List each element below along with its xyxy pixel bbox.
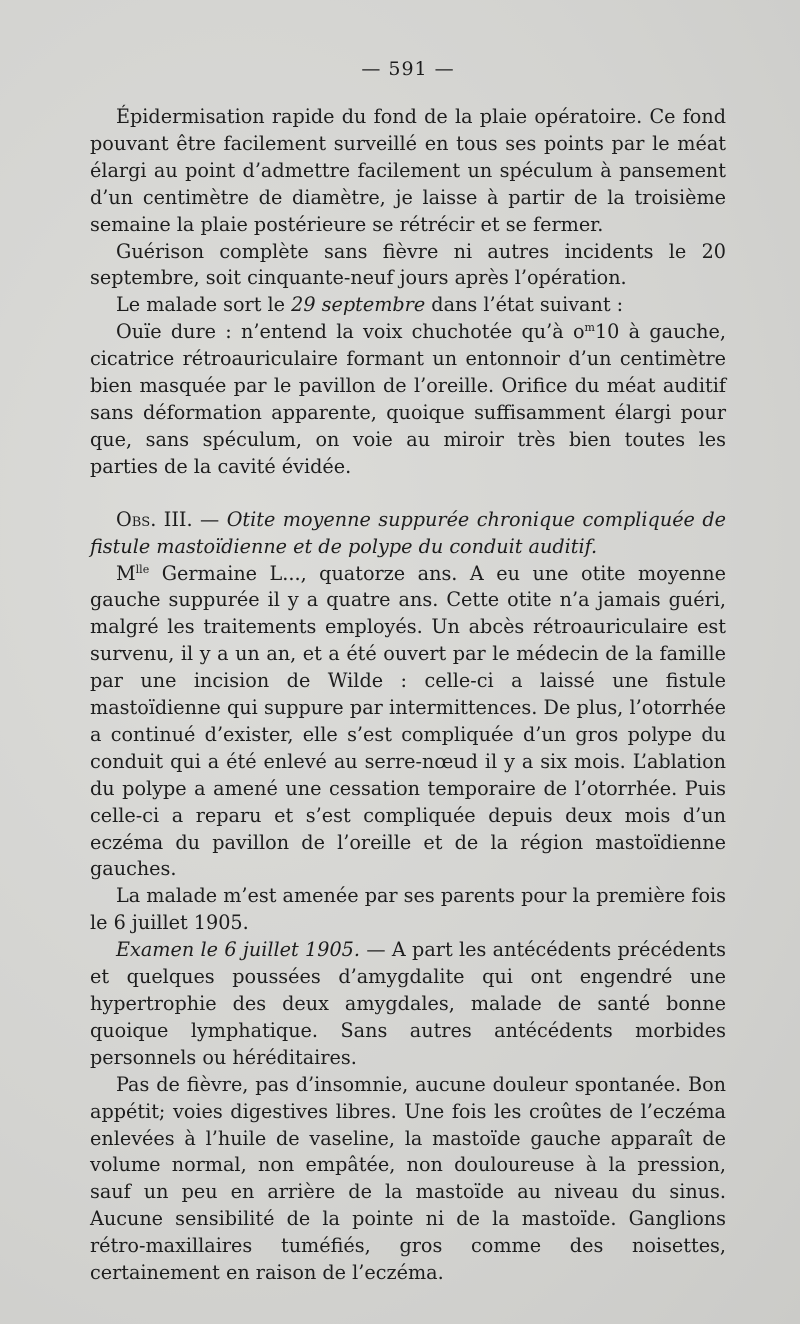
paragraph-malade-sort [90, 292, 726, 319]
italic-date: 29 septembre [291, 293, 426, 317]
superscript-unit: m [584, 321, 595, 335]
text-run: dans l’état suivant : [425, 293, 624, 317]
italic-examen: Examen le 6 juillet 1905. [116, 938, 360, 962]
observation-dash: — [192, 507, 227, 531]
section-gap [90, 481, 726, 507]
text-run: M [116, 561, 136, 585]
text-run: — A part les antécédents précédents et quelques poussées d’amygdalite qui ont engendré une hypertrophie des deux amygdales, malade de santé bonne quoique lymphatique. Sans autres antécédents morbides personnels ou héréditaires. [90, 938, 727, 1069]
book-page [90, 58, 726, 1287]
text-run: Le malade sort le [116, 293, 292, 317]
observation-label: Obs. III. [116, 507, 193, 531]
paragraph-first-visit: La malade m’est amenée par ses parents pour la première fois le 6 juillet 1905. [90, 884, 726, 935]
text-run: Ouïe dure : n’entend la voix chuchotée qu’à o [116, 320, 585, 344]
text-run: Germaine L..., quatorze ans. A eu une otite moyenne gauche suppurée il y a quatre ans. Cette otite n’a jamais guéri, malgré les traitements employés. Un abcès rétroauriculaire est survenu, il y a un an, et a été ouvert par le médecin de la famille par une incision de Wilde : celle-ci a laissé une fistule mastoïdienne qui suppure par intermittences. De plus, l’otorrhée a continué d’exister, elle s’est compliquée d’un gros polype du conduit qui a été enlevé au serre-nœud il y a six mois. L’ablation du polype a amené une cessation temporaire de l’otorrhée. Puis celle-ci a reparu et s’est compliquée depuis deux mois d’un eczéma du pavillon de l’oreille et de la région mastoïdienne gauches. [90, 561, 726, 881]
superscript-title: lle [135, 562, 150, 576]
paragraph-examen [90, 937, 726, 1072]
observation-heading [90, 507, 726, 561]
paragraph-epidermisation: Épidermisation rapide du fond de la plaie opératoire. Ce fond pouvant être facilement surveillé en tous ses points par le méat élargi au point d’admettre facilement un spéculum à pansement d’un centimètre de diamètre, je laisse à partir de la troisième semaine la plaie postérieure se rétrécir et se fermer. [90, 105, 726, 236]
paragraph-symptoms: Pas de fièvre, pas d’insomnie, aucune douleur spontanée. Bon appétit; voies digestives libres. Une fois les croûtes de l’eczéma enlevées à l’huile de vaseline, la mastoïde gauche apparaît de volume normal, non empâtée, non douloureuse à la pression, sauf un peu en arrière de la mastoïde au niveau du sinus. Aucune sensibilité de la pointe ni de la mastoïde. Ganglions rétro-maxillaires tuméfiés, gros comme des noisettes, certainement en raison de l’eczéma. [90, 1072, 726, 1285]
paragraph-patient-history [90, 561, 726, 884]
paragraph-ouie-dure [90, 319, 726, 480]
observation-title: Otite moyenne suppurée chronique compliquée de fistule mastoïdienne et de polype du conduit auditif. [90, 507, 727, 558]
paragraph-guerison: Guérison complète sans fièvre ni autres incidents le 20 septembre, soit cinquante-neuf jours après l’opération. [90, 239, 726, 290]
text-run: 10 à gauche, cicatrice rétroauriculaire formant un entonnoir d’un centimètre bien masquée par le pavillon de l’oreille. Orifice du méat auditif sans déformation apparente, quoique suffisamment élargi pour que, sans spéculum, on voie au miroir très bien toutes les parties de la cavité évidée. [90, 320, 726, 478]
page-number: — 591 — [361, 58, 455, 80]
